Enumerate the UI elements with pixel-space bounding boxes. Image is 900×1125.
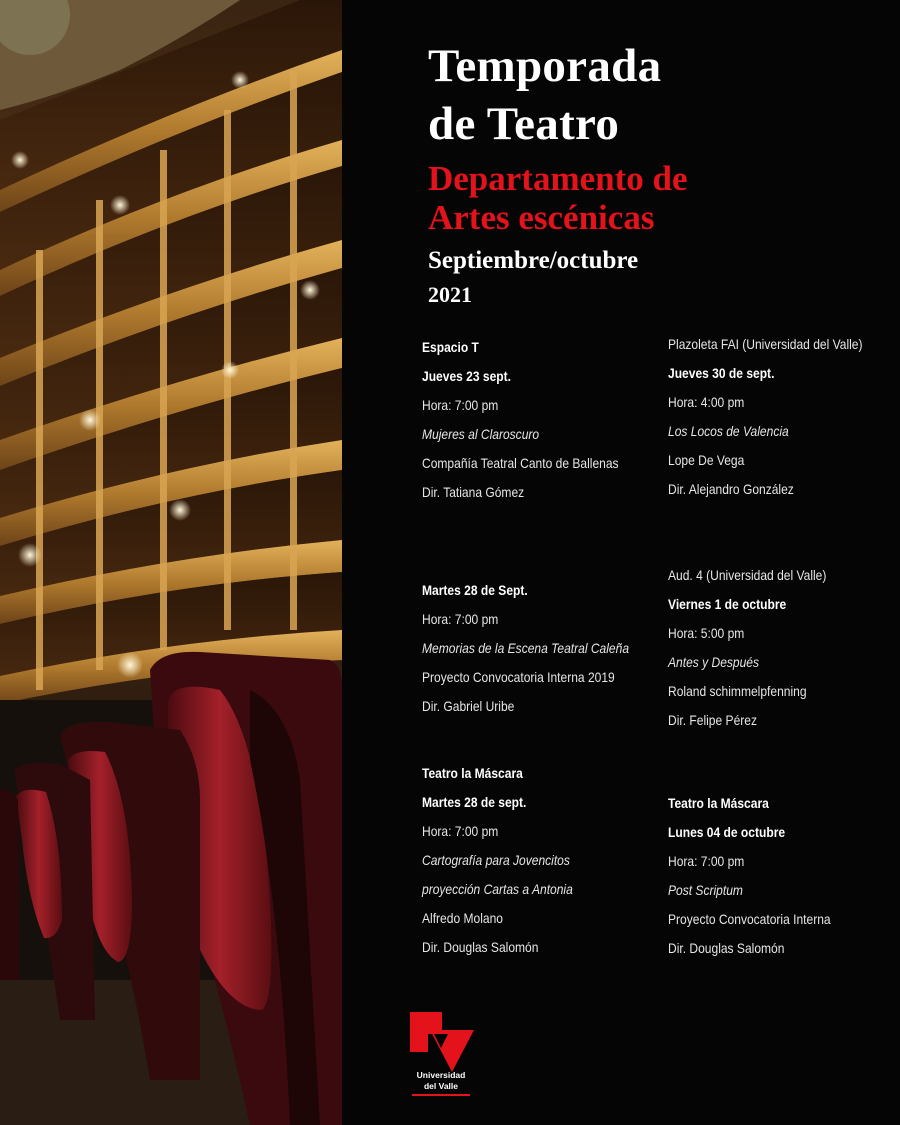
logo-text-line-1: Universidad (416, 1070, 466, 1080)
event-time: Hora: 7:00 pm (422, 823, 499, 839)
play-title: Memorias de la Escena Teatral Caleña (422, 640, 630, 656)
theater-interior-image (0, 0, 342, 1125)
title-line-1: Temporada (428, 40, 662, 92)
subtitle-line-2: Artes escénicas (428, 198, 655, 237)
company: Proyecto Convocatoria Interna (668, 911, 831, 927)
event-date: Martes 28 de sept. (422, 794, 527, 810)
director: Dir. Alejandro González (668, 481, 794, 497)
event-time: Hora: 7:00 pm (422, 611, 499, 627)
logo-text-line-2: del Valle (423, 1081, 459, 1091)
event-date: Jueves 23 sept. (422, 368, 512, 384)
event-date: Viernes 1 de octubre (668, 596, 787, 612)
play-title: Antes y Después (668, 654, 760, 670)
right-event-3 (668, 789, 831, 963)
event-date: Lunes 04 de octubre (668, 824, 786, 840)
venue: Espacio T (422, 339, 479, 355)
author: Alfredo Molano (422, 910, 503, 926)
director: Dir. Douglas Salomón (668, 940, 785, 956)
play-title: Post Scriptum (668, 882, 743, 898)
venue: Teatro la Máscara (668, 795, 769, 811)
right-event-1 (668, 330, 863, 504)
year: 2021 (428, 282, 472, 307)
months: Septiembre/octubre (428, 247, 639, 274)
event-date: Jueves 30 de sept. (668, 365, 775, 381)
director: Dir. Gabriel Uribe (422, 698, 515, 714)
event-time: Hora: 7:00 pm (668, 853, 745, 869)
play-subtitle: proyección Cartas a Antonia (422, 881, 573, 897)
theater-illustration (0, 0, 342, 1125)
event-time: Hora: 5:00 pm (668, 625, 745, 641)
event-time: Hora: 7:00 pm (422, 397, 499, 413)
left-event-1 (422, 333, 619, 507)
venue: Teatro la Máscara (422, 765, 523, 781)
venue: Plazoleta FAI (Universidad del Valle) (668, 336, 863, 352)
title-line-2: de Teatro (428, 98, 620, 150)
play-title: Mujeres al Claroscuro (422, 426, 540, 442)
author: Lope De Vega (668, 452, 745, 468)
left-event-3 (422, 759, 573, 962)
play-title: Cartografía para Jovencitos (422, 852, 570, 868)
right-event-2 (668, 561, 826, 735)
event-date: Martes 28 de Sept. (422, 582, 528, 598)
event-time: Hora: 4:00 pm (668, 394, 745, 410)
director: Dir. Douglas Salomón (422, 939, 539, 955)
play-title: Los Locos de Valencia (668, 423, 789, 439)
left-event-2 (422, 576, 629, 721)
director: Dir. Tatiana Gómez (422, 484, 525, 500)
logo-underline (412, 1094, 470, 1096)
subtitle-line-1: Departamento de (428, 159, 688, 198)
company: Compañía Teatral Canto de Ballenas (422, 455, 619, 471)
director: Dir. Felipe Pérez (668, 712, 757, 728)
venue: Aud. 4 (Universidad del Valle) (668, 567, 827, 583)
company: Proyecto Convocatoria Interna 2019 (422, 669, 615, 685)
author: Roland schimmelpfenning (668, 683, 807, 699)
